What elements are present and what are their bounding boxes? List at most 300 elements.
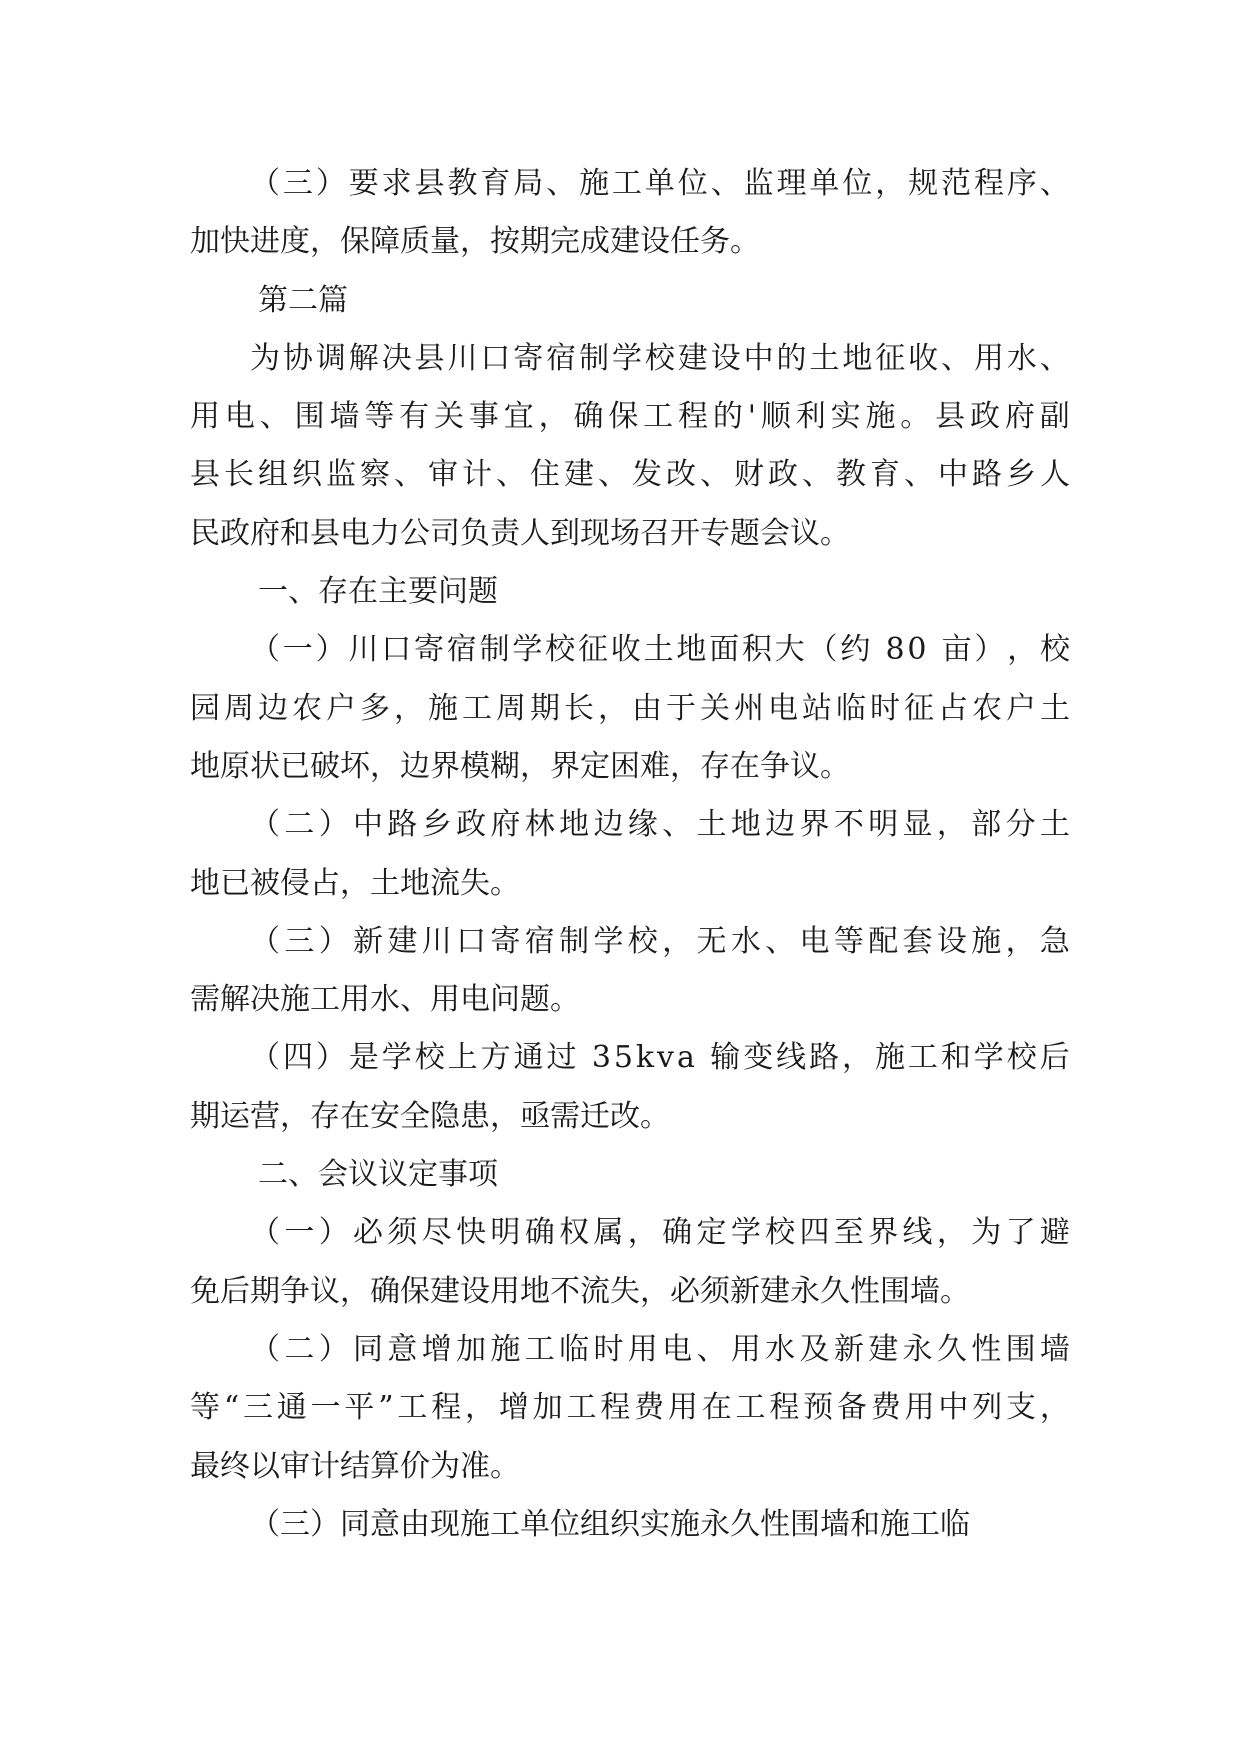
glyph: 边: [765, 807, 796, 843]
glyph: 户: [326, 690, 356, 726]
glyph: v: [657, 1040, 674, 1076]
glyph: 新: [833, 1331, 864, 1367]
glyph: 界: [868, 1215, 899, 1251]
paragraph: [190, 330, 1070, 563]
glyph: 土: [1039, 807, 1070, 843]
glyph: 工: [566, 1390, 597, 1426]
glyph: 林: [524, 807, 555, 843]
text-line: [190, 1204, 1070, 1262]
glyph: 设: [710, 340, 741, 376]
glyph: 临: [559, 1331, 590, 1367]
section-heading: [190, 563, 1070, 621]
glyph: 校: [765, 1215, 796, 1251]
glyph: 等: [833, 923, 864, 959]
glyph: 园: [190, 690, 220, 726]
glyph: 边: [258, 690, 288, 726]
text-line: [190, 155, 1070, 213]
glyph: ，: [875, 166, 906, 201]
text-line: 第二篇: [258, 282, 348, 318]
glyph: （: [250, 632, 280, 668]
glyph: 、: [710, 166, 741, 201]
glyph: 工: [735, 1390, 766, 1426]
glyph: 利: [795, 399, 826, 435]
glyph: 一: [310, 1390, 341, 1426]
glyph: 征: [904, 690, 934, 726]
glyph: 套: [902, 923, 933, 959]
glyph: 学: [512, 632, 543, 668]
glyph: 地: [842, 340, 873, 376]
glyph: 三: [284, 923, 315, 959]
glyph: 用: [190, 399, 220, 435]
glyph: 显: [902, 807, 933, 843]
glyph: 县: [190, 457, 220, 493]
glyph: 关: [434, 399, 465, 435]
glyph: 。: [900, 399, 931, 435]
glyph: ）: [315, 632, 346, 668]
glyph: 平: [344, 1390, 375, 1426]
glyph: 水: [1006, 340, 1037, 376]
glyph: 位: [842, 166, 873, 201]
glyph: 教: [447, 166, 478, 201]
glyph: （: [250, 1215, 280, 1251]
glyph: 育: [480, 166, 511, 201]
glyph: 5: [613, 1040, 633, 1076]
glyph: 施: [579, 166, 610, 201]
glyph: 电: [799, 923, 830, 959]
glyph: 三: [282, 166, 313, 201]
document-body: [190, 155, 1070, 1554]
section-heading: [190, 272, 1070, 330]
glyph: 线: [776, 1040, 807, 1076]
glyph: 的: [776, 340, 807, 376]
glyph: （: [250, 1331, 280, 1367]
glyph: 新: [353, 923, 384, 959]
glyph: 、: [765, 923, 796, 959]
glyph: 监: [743, 166, 774, 201]
glyph: 费: [870, 1390, 901, 1426]
text-line: 需解决施工用水、用电问题。: [190, 982, 580, 1018]
glyph: 单: [644, 166, 675, 201]
glyph: 口: [381, 632, 412, 668]
glyph: 三: [242, 1390, 273, 1426]
glyph: 学: [973, 1040, 1004, 1076]
glyph: ': [747, 399, 756, 435]
glyph: 长: [224, 457, 254, 493]
glyph: 电: [224, 399, 255, 435]
glyph: 于: [666, 690, 696, 726]
glyph: 、: [696, 1331, 727, 1367]
glyph: 口: [456, 923, 487, 959]
glyph: 了: [1005, 1215, 1036, 1251]
glyph: 征: [875, 340, 906, 376]
glyph: 农: [972, 690, 1002, 726]
glyph: 必: [353, 1215, 384, 1251]
text-line: 地原状已破坏，边界模糊，界定困难，存在争议。: [190, 748, 850, 784]
glyph: 3: [591, 1040, 611, 1076]
glyph: 政: [970, 399, 1001, 435]
glyph: 无: [696, 923, 727, 959]
glyph: 用: [667, 1390, 698, 1426]
glyph: 意: [387, 1331, 418, 1367]
glyph: 长: [564, 690, 594, 726]
glyph: 通: [513, 1040, 544, 1076]
glyph: 川: [348, 632, 379, 668]
glyph: 配: [868, 923, 899, 959]
glyph: 属: [593, 1215, 624, 1251]
glyph: 路: [809, 1040, 840, 1076]
glyph: 府: [490, 807, 521, 843]
glyph: 中: [743, 340, 774, 376]
glyph: 、: [1039, 340, 1070, 376]
glyph: ）: [318, 923, 349, 959]
glyph: 寄: [413, 632, 444, 668]
glyph: 、: [259, 399, 290, 435]
glyph: 施: [874, 1040, 905, 1076]
glyph: 制: [479, 632, 510, 668]
glyph: 程: [600, 1390, 631, 1426]
glyph: 占: [938, 690, 968, 726]
glyph: 校: [627, 923, 658, 959]
glyph: ，: [842, 1040, 872, 1076]
glyph: 通: [276, 1390, 307, 1426]
glyph: 顺: [760, 399, 791, 435]
glyph: 寄: [513, 340, 544, 376]
glyph: 建: [868, 1331, 899, 1367]
glyph: 大: [774, 632, 805, 668]
glyph: 、: [394, 457, 424, 493]
glyph: ”: [378, 1390, 394, 1426]
glyph: 校: [644, 340, 675, 376]
glyph: 加: [532, 1390, 563, 1426]
glyph: 等: [364, 399, 395, 435]
text-line: 免后期争议，确保建设用地不流失，必须新建永久性围墙。: [190, 1273, 970, 1309]
glyph: 宿: [446, 632, 477, 668]
glyph: 工: [611, 166, 642, 201]
glyph: 定: [696, 1215, 727, 1251]
glyph: 宿: [546, 340, 577, 376]
text-line: 期运营，存在安全隐患，亟需迁改。: [190, 1098, 670, 1134]
glyph: ）: [318, 1215, 349, 1251]
glyph: 路: [972, 457, 1002, 493]
glyph: 地: [676, 632, 707, 668]
glyph: 墙: [1039, 1331, 1070, 1367]
glyph: 备: [836, 1390, 867, 1426]
glyph: 尽: [421, 1215, 452, 1251]
glyph: 明: [490, 1215, 521, 1251]
glyph: 支: [1006, 1390, 1036, 1426]
glyph: 政: [456, 807, 487, 843]
glyph: 住: [530, 457, 560, 493]
glyph: 后: [1039, 1040, 1070, 1076]
glyph: 、: [700, 457, 730, 493]
glyph: （: [250, 807, 280, 843]
paragraph: [190, 913, 1070, 1030]
glyph: 宿: [524, 923, 555, 959]
glyph: 用: [973, 340, 1004, 376]
glyph: 学: [730, 1215, 761, 1251]
glyph: 在: [701, 1390, 732, 1426]
glyph: 确: [662, 1215, 693, 1251]
glyph: 学: [593, 923, 624, 959]
glyph: [929, 621, 939, 679]
glyph: 口: [480, 340, 511, 376]
glyph: 建: [564, 457, 594, 493]
glyph: ）: [318, 807, 349, 843]
paragraph: [190, 1496, 1070, 1554]
glyph: 收: [610, 632, 641, 668]
glyph: 亩: [941, 632, 972, 668]
glyph: 为: [971, 1215, 1002, 1251]
glyph: 程: [431, 1390, 462, 1426]
glyph: 期: [530, 690, 560, 726]
glyph: 设: [936, 923, 967, 959]
glyph: 校: [545, 632, 576, 668]
glyph: 、: [941, 340, 972, 376]
glyph: 育: [870, 457, 900, 493]
glyph: 决: [381, 340, 412, 376]
glyph: 列: [972, 1390, 1003, 1426]
text-line: [190, 621, 1070, 679]
glyph: 寄: [490, 923, 521, 959]
glyph: 周: [224, 690, 254, 726]
glyph: 过: [546, 1040, 577, 1076]
glyph: 的: [712, 399, 743, 435]
glyph: 工: [643, 399, 674, 435]
glyph: 人: [1040, 457, 1070, 493]
text-line: 最终以审计结算价为准。: [190, 1448, 520, 1484]
glyph: ，: [1007, 632, 1038, 668]
glyph: 施: [428, 690, 458, 726]
glyph: 分: [1005, 807, 1036, 843]
glyph: 计: [462, 457, 492, 493]
glyph: 面: [709, 632, 740, 668]
glyph: 川: [447, 340, 478, 376]
glyph: 加: [456, 1331, 487, 1367]
glyph: ，: [936, 807, 967, 843]
glyph: 性: [971, 1331, 1002, 1367]
glyph: 、: [662, 807, 693, 843]
glyph: （: [250, 1040, 280, 1076]
glyph: 求: [381, 166, 412, 201]
glyph: 乡: [1006, 457, 1036, 493]
glyph: ，: [465, 1390, 495, 1426]
glyph: 州: [734, 690, 764, 726]
glyph: [873, 621, 883, 679]
glyph: 时: [870, 690, 900, 726]
glyph: 工: [397, 1390, 428, 1426]
glyph: 水: [730, 923, 761, 959]
text-line: 地已被侵占，土地流失。: [190, 865, 520, 901]
glyph: 地: [559, 807, 590, 843]
text-line: [190, 388, 1070, 446]
glyph: 增: [498, 1390, 529, 1426]
glyph: （: [807, 632, 838, 668]
text-line: [190, 680, 1070, 738]
glyph: 程: [973, 166, 1004, 201]
text-line: [190, 796, 1070, 854]
glyph: 、: [546, 166, 577, 201]
glyph: ）: [315, 1040, 346, 1076]
glyph: 施: [865, 399, 896, 435]
glyph: 单: [809, 166, 840, 201]
glyph: 位: [677, 166, 708, 201]
glyph: 积: [741, 632, 772, 668]
glyph: 织: [292, 457, 322, 493]
glyph: 调: [315, 340, 346, 376]
glyph: 、: [802, 457, 832, 493]
glyph: 临: [836, 690, 866, 726]
glyph: 地: [730, 807, 761, 843]
text-line: [190, 446, 1070, 504]
glyph: 周: [496, 690, 526, 726]
glyph: 同: [353, 1331, 384, 1367]
glyph: 8: [885, 632, 905, 668]
glyph: 二: [284, 807, 315, 843]
glyph: 一: [284, 1215, 315, 1251]
glyph: 审: [428, 457, 458, 493]
glyph: [579, 1029, 589, 1087]
glyph: 约: [840, 632, 871, 668]
section-heading: [190, 1146, 1070, 1204]
glyph: 和: [940, 1040, 971, 1076]
glyph: 是: [348, 1040, 379, 1076]
glyph: 川: [421, 923, 452, 959]
text-line: 二、会议议定事项: [258, 1157, 498, 1193]
glyph: 用: [904, 1390, 935, 1426]
glyph: 、: [496, 457, 526, 493]
glyph: 关: [700, 690, 730, 726]
glyph: ，: [1039, 1390, 1070, 1426]
glyph: 方: [480, 1040, 511, 1076]
glyph: ，: [538, 399, 569, 435]
glyph: 工: [907, 1040, 938, 1076]
glyph: 土: [643, 632, 674, 668]
glyph: 中: [938, 1390, 969, 1426]
glyph: 时: [593, 1331, 624, 1367]
glyph: 宜: [503, 399, 534, 435]
glyph: 墙: [329, 399, 360, 435]
glyph: 确: [573, 399, 604, 435]
glyph: k: [635, 1040, 655, 1076]
glyph: 围: [294, 399, 325, 435]
text-line: [190, 913, 1070, 971]
glyph: 中: [353, 807, 384, 843]
glyph: 路: [387, 807, 418, 843]
glyph: 施: [971, 923, 1002, 959]
glyph: ）: [974, 632, 1005, 668]
glyph: 权: [559, 1215, 590, 1251]
paragraph: [190, 1321, 1070, 1496]
glyph: 输: [710, 1040, 741, 1076]
glyph: [698, 1029, 708, 1087]
glyph: 多: [360, 690, 390, 726]
glyph: 改: [666, 457, 696, 493]
glyph: 电: [768, 690, 798, 726]
text-line: 一、存在主要问题: [258, 574, 498, 610]
glyph: 县: [414, 166, 445, 201]
glyph: 电: [662, 1331, 693, 1367]
glyph: a: [676, 1040, 695, 1076]
glyph: 有: [399, 399, 430, 435]
glyph: 预: [803, 1390, 834, 1426]
glyph: 制: [559, 923, 590, 959]
glyph: 局: [513, 166, 544, 201]
glyph: 中: [938, 457, 968, 493]
glyph: 校: [1006, 1040, 1037, 1076]
glyph: 学: [611, 340, 642, 376]
glyph: 农: [292, 690, 322, 726]
text-line: [190, 1321, 1070, 1379]
glyph: 县: [414, 340, 445, 376]
glyph: 站: [802, 690, 832, 726]
glyph: 事: [468, 399, 499, 435]
glyph: 增: [421, 1331, 452, 1367]
glyph: 制: [579, 340, 610, 376]
glyph: 费: [634, 1390, 665, 1426]
paragraph: [190, 1029, 1070, 1146]
glyph: ，: [662, 923, 693, 959]
glyph: “: [223, 1390, 240, 1426]
glyph: 征: [577, 632, 608, 668]
glyph: 、: [598, 457, 628, 493]
glyph: ，: [394, 690, 424, 726]
glyph: 不: [833, 807, 864, 843]
glyph: 察: [360, 457, 390, 493]
glyph: 明: [868, 807, 899, 843]
glyph: 上: [447, 1040, 478, 1076]
glyph: 线: [902, 1215, 933, 1251]
glyph: 财: [734, 457, 764, 493]
glyph: 收: [908, 340, 939, 376]
glyph: 界: [799, 807, 830, 843]
glyph: 避: [1039, 1215, 1070, 1251]
glyph: 缘: [627, 807, 658, 843]
glyph: 学: [381, 1040, 412, 1076]
glyph: 永: [902, 1331, 933, 1367]
glyph: ）: [318, 1331, 349, 1367]
glyph: 用: [627, 1331, 658, 1367]
text-line: （三）同意由现施工单位组织实施永久性围墙和施工临: [250, 1506, 970, 1542]
glyph: 久: [936, 1331, 967, 1367]
glyph: 土: [1040, 690, 1070, 726]
glyph: 四: [282, 1040, 313, 1076]
paragraph: [190, 1204, 1070, 1321]
glyph: 规: [908, 166, 939, 201]
glyph: 为: [250, 340, 280, 376]
glyph: 监: [326, 457, 356, 493]
glyph: 县: [935, 399, 966, 435]
glyph: 等: [190, 1390, 220, 1426]
glyph: 理: [776, 166, 807, 201]
paragraph: [190, 621, 1070, 796]
glyph: 实: [830, 399, 861, 435]
glyph: 协: [282, 340, 313, 376]
glyph: ，: [627, 1215, 658, 1251]
glyph: 变: [743, 1040, 774, 1076]
paragraph: [190, 155, 1070, 272]
glyph: 程: [678, 399, 709, 435]
glyph: 二: [284, 1331, 315, 1367]
glyph: 工: [462, 690, 492, 726]
glyph: 建: [387, 923, 418, 959]
glyph: 施: [490, 1331, 521, 1367]
glyph: 工: [524, 1331, 555, 1367]
glyph: 边: [593, 807, 624, 843]
glyph: 序: [1006, 166, 1037, 201]
glyph: 确: [524, 1215, 555, 1251]
glyph: 、: [904, 457, 934, 493]
text-line: [190, 1029, 1070, 1087]
